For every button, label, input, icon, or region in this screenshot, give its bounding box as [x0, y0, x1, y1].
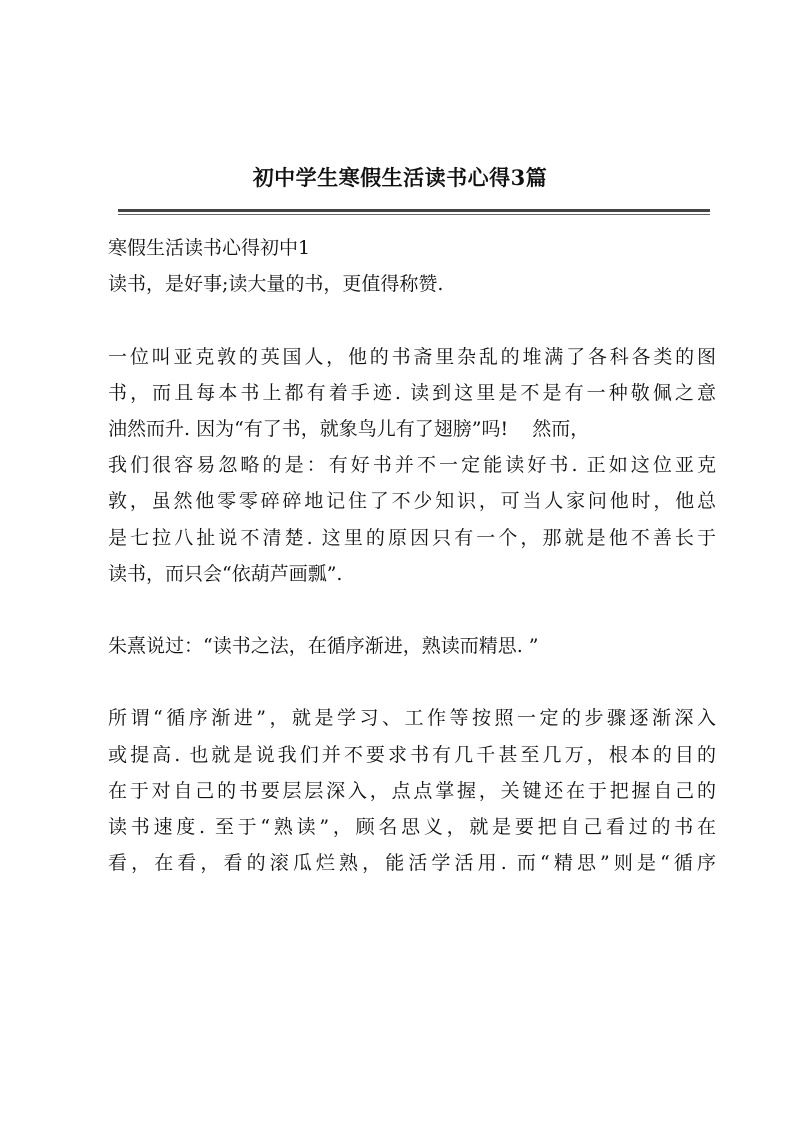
section-heading: 寒假生活读书心得初中1 — [108, 237, 311, 259]
paragraph-4-line-2: 或提高. 也就是说我们并不要求书有几千甚至几万，根本的目的 — [108, 743, 716, 766]
paragraph-1-line-1: 读书，是好事;读大量的书，更值得称赞. — [108, 273, 444, 296]
paragraph-4-line-5: 看，在看，看的滚瓜烂熟，能活学活用. 而“精思”则是“循序 — [108, 852, 716, 875]
paragraph-gap — [108, 664, 716, 700]
paragraph-2-line-1: 一位叫亚克敦的英国人，他的书斋里杂乱的堆满了各科各类的图 — [108, 345, 716, 368]
paragraph-3-line-1: 朱熹说过：“读书之法，在循序渐进，熟读而精思. ” — [108, 635, 539, 658]
paragraph-2-line-5: 敦，虽然他零零碎碎地记住了不少知识，可当人家问他时，他总 — [108, 490, 716, 513]
paragraph-2-line-2: 书，而且每本书上都有着手迹. 读到这里是不是有一种敬佩之意 — [108, 381, 716, 404]
paragraph-2-line-6: 是七拉八扯说不清楚. 这里的原因只有一个，那就是他不善长于 — [108, 526, 716, 549]
title-divider-thin — [118, 214, 710, 215]
paragraph-2-line-3: 油然而升. 因为“有了书，就象鸟儿有了翅膀”吗! 然而， — [108, 417, 590, 440]
paragraph-gap — [108, 302, 716, 338]
document-body — [108, 230, 716, 881]
paragraph-2-line-7: 读书，而只会“依葫芦画瓢”. — [108, 562, 343, 585]
document-title: 初中学生寒假生活读书心得3篇 — [252, 165, 548, 190]
paragraph-2-line-4: 我们很容易忽略的是：有好书并不一定能读好书. 正如这位亚克 — [108, 454, 716, 477]
paragraph-gap — [108, 592, 716, 628]
title-divider-thick — [118, 209, 710, 212]
paragraph-4-line-4: 读书速度. 至于“熟读”，顾名思义，就是要把自己看过的书在 — [108, 816, 716, 838]
paragraph-4-line-3: 在于对自己的书要层层深入，点点掌握，关键还在于把握自己的 — [108, 779, 716, 802]
paragraph-4-line-1: 所谓“循序渐进”，就是学习、工作等按照一定的步骤逐渐深入 — [108, 707, 716, 730]
